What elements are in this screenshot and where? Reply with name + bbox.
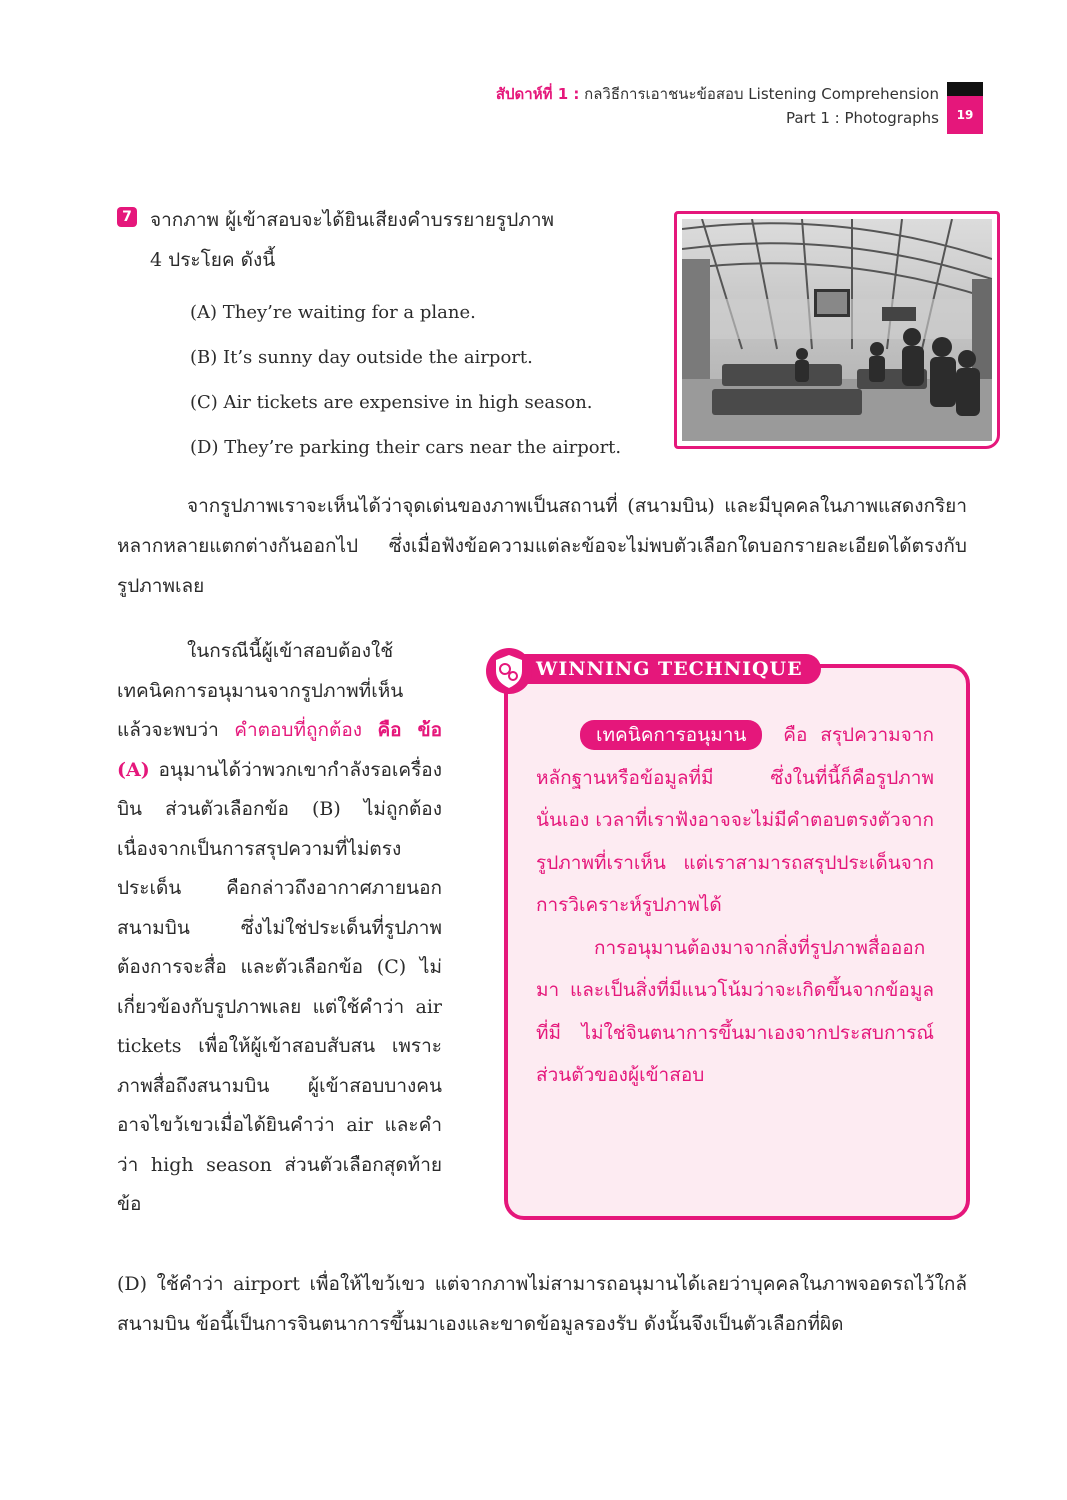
- correct-answer-choice: คือ ข้อ (A): [117, 719, 443, 781]
- option-d: (D) They’re parking their cars near the airport.: [190, 437, 622, 458]
- header-week: สัปดาห์ที่ 1 :: [495, 85, 580, 103]
- explanation-bottom-paragraph: (D) ใช้คำว่า airport เพื่อให้ไขว้เขว แต่จากภาพไม่สามารถอนุมานได้เลยว่าบุคคลในภาพจอดรถไว้ใกล้สนามบิน ข้อนี้เป็นการจินตนาการขึ้นมาเองและขาดข้อมูลรองรับ ดังนั้นจึงเป็นตัวเลือกที่ผิด: [117, 1273, 967, 1335]
- option-a: (A) They’re waiting for a plane.: [190, 302, 476, 323]
- question-prompt-line1: จากภาพ ผู้เข้าสอบจะได้ยินเสียงคำบรรยายรูปภาพ: [150, 209, 555, 231]
- airport-photo-illustration: [682, 219, 992, 441]
- page-tab: [947, 82, 983, 134]
- photo-frame: [674, 211, 1000, 449]
- header-chapter: กลวิธีการเอาชนะข้อสอบ Listening Comprehension: [579, 85, 939, 103]
- question-prompt-line2: 4 ประโยค ดังนี้: [150, 249, 276, 271]
- explanation-paragraph-1: [117, 486, 967, 606]
- page-tab-top: [947, 82, 983, 96]
- running-header: [496, 84, 983, 128]
- explanation-left-column: [117, 632, 442, 1225]
- answer-options: [190, 290, 621, 470]
- tip-paragraph-2: การอนุมานต้องมาจากสิ่งที่รูปภาพสื่อออกมา และเป็นสิ่งที่มีแนวโน้มว่าจะเกิดขึ้นจากข้อมูลที่มี ไม่ใช่จินตนาการขึ้นมาเองจากประสบการณ์ส่วนตัวของผู้เข้าสอบ: [536, 936, 934, 1086]
- question-prompt: [150, 200, 660, 280]
- question-number: 7: [117, 207, 137, 227]
- correct-answer-highlight: คำตอบที่ถูกต้อง: [234, 719, 363, 741]
- option-c: (C) Air tickets are expensive in high season.: [190, 392, 593, 413]
- header-part: Part 1 : Photographs: [785, 109, 939, 127]
- header-chapter-line: [496, 84, 983, 104]
- winning-technique-title: WINNING TECHNIQUE: [522, 654, 821, 684]
- winning-technique-content: [536, 714, 934, 1097]
- shield-gears-icon: [484, 646, 534, 696]
- tip-paragraph-1: [536, 714, 934, 927]
- page-number: 19: [947, 96, 983, 134]
- explanation-left-part2: อนุมานได้ว่าพวกเขากำลังรอเครื่องบิน ส่วนตัวเลือกข้อ (B) ไม่ถูกต้องเนื่องจากเป็นการสรุปความที่ไม่ตรงประเด็น คือกล่าวถึงอากาศภายนอกสนามบิน ซึ่งไม่ใช่ประเด็นที่รูปภาพต้องการจะสื่อ และตัวเลือกข้อ (C) ไม่เกี่ยวข้องกับรูปภาพเลย แต่ใช้คำว่า air tickets เพื่อให้ผู้เข้าสอบสับสน เพราะภาพสื่อถึงสนามบิน ผู้เข้าสอบบางคนอาจไขว้เขวเมื่อได้ยินคำว่า air และคำว่า high season ส่วนตัวเลือกสุดท้าย ข้อ: [117, 758, 442, 1215]
- explanation-left-part1: ในกรณีนี้ผู้เข้าสอบต้องใช้เทคนิคการอนุมานจากรูปภาพที่เห็น แล้วจะพบว่า: [117, 640, 404, 741]
- explanation-paragraph-1-text: จากรูปภาพเราจะเห็นได้ว่าจุดเด่นของภาพเป็นสถานที่ (สนามบิน) และมีบุคคลในภาพแสดงกริยาหลากหลายแตกต่างกันออกไป ซึ่งเมื่อฟังข้อความแต่ละข้อจะไม่พบตัวเลือกใดบอกรายละเอียดได้ตรงกับรูปภาพเลย: [117, 495, 967, 597]
- tip-paragraph-1-text: คือ สรุปความจากหลักฐานหรือข้อมูลที่มี ซึ่งในที่นี้ก็คือรูปภาพนั่นเอง เวลาที่เราฟังอาจจะไม่มีคำตอบตรงตัวจากรูปภาพที่เราเห็น แต่เราสามารถสรุปประเด็นจากการวิเคราะห์รูปภาพได้: [536, 724, 934, 916]
- airport-waiting-area-photo: [682, 219, 992, 441]
- option-b: (B) It’s sunny day outside the airport.: [190, 347, 533, 368]
- technique-term-badge: เทคนิคการอนุมาน: [580, 720, 762, 750]
